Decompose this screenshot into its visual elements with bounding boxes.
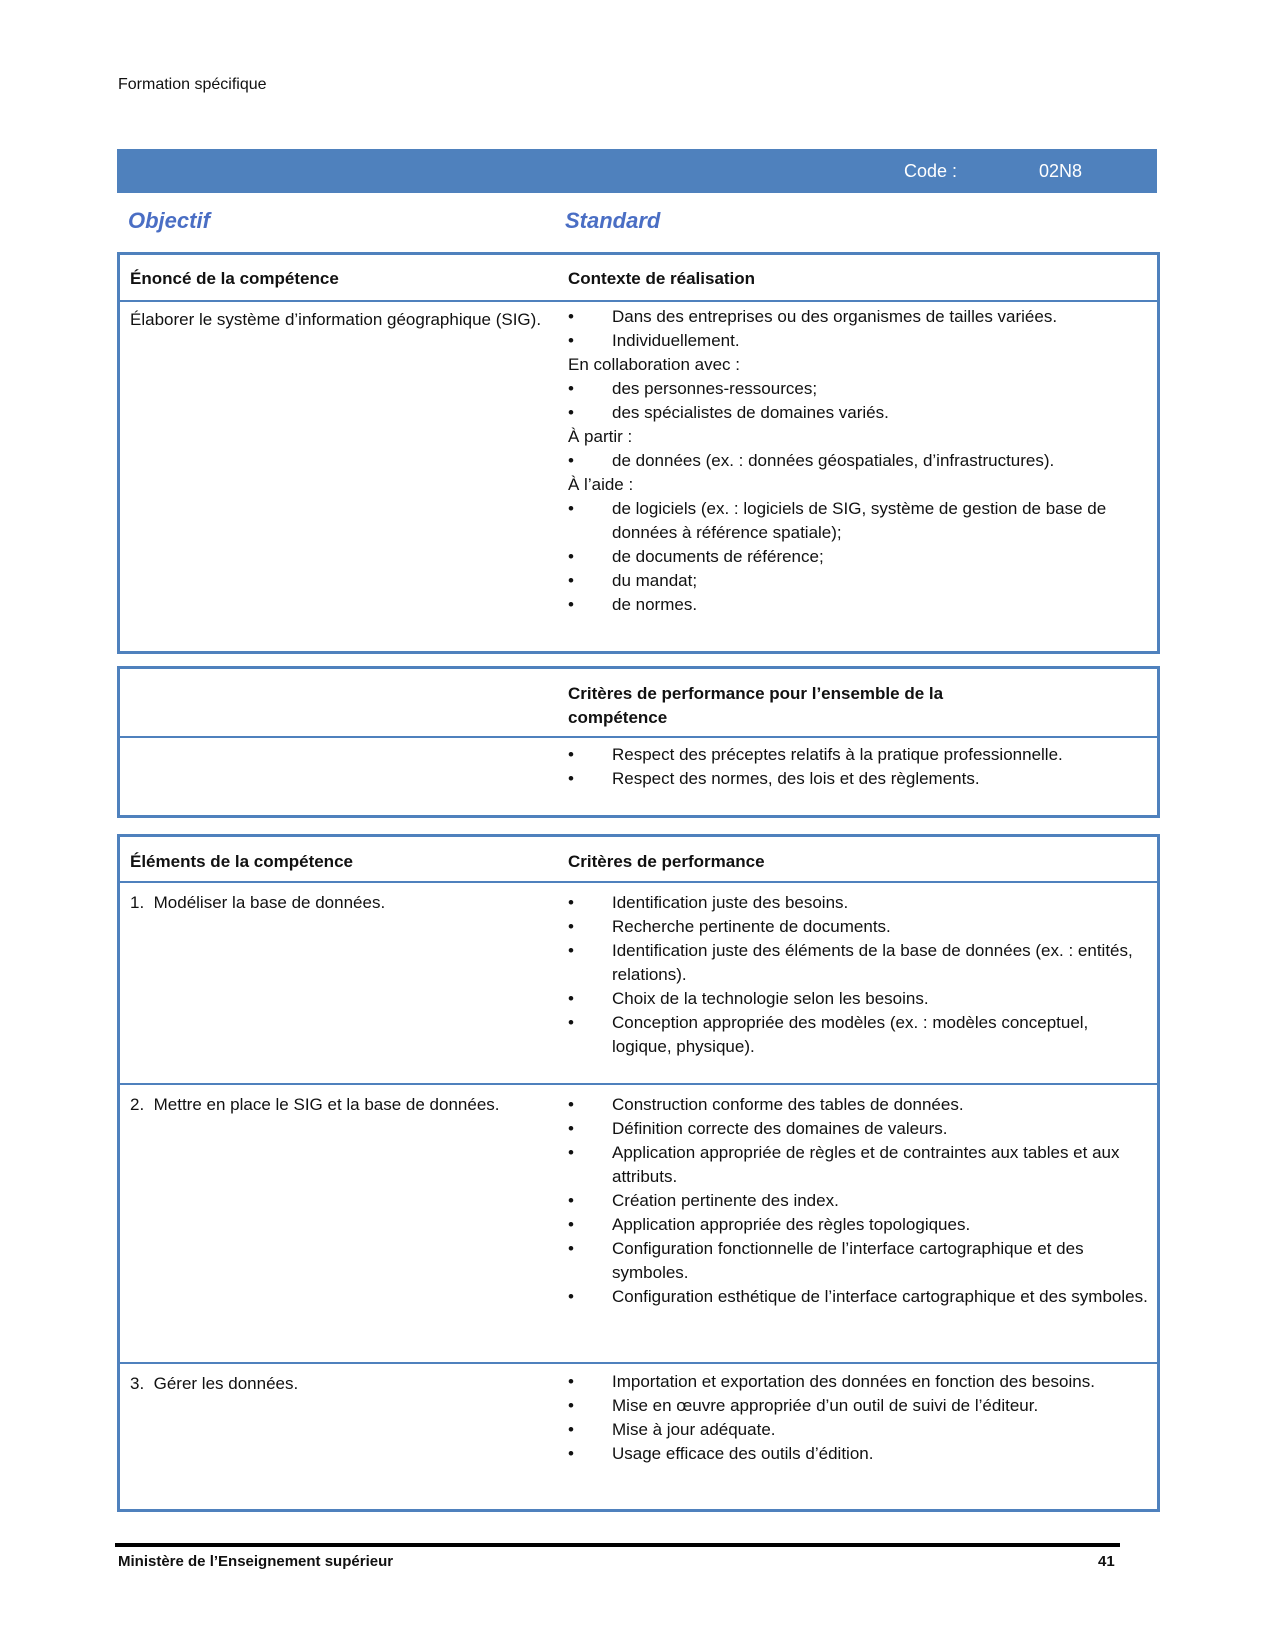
criteria-item: • Choix de la technologie selon les besoins.: [568, 987, 1148, 1011]
criteria-item: • Identification juste des besoins.: [568, 891, 1148, 915]
criteria-item: • Respect des préceptes relatifs à la pratique professionnelle.: [568, 743, 1148, 767]
overall-criteria-list: [568, 743, 1148, 791]
objective-heading: Objectif: [128, 208, 210, 233]
context-item: • des personnes-ressources;: [568, 377, 1148, 401]
header-divider: [120, 300, 1157, 302]
element-2-criteria: [568, 1093, 1148, 1309]
context-item: • Dans des entreprises ou des organismes de tailles variées.: [568, 305, 1148, 329]
criteria-item: • Configuration esthétique de l’interface cartographique et des symboles.: [568, 1285, 1148, 1309]
context-item: • de normes.: [568, 593, 1148, 617]
footer-ministry: Ministère de l’Enseignement supérieur: [118, 1553, 394, 1570]
code-value: 02N8: [1039, 161, 1083, 181]
element-1-label: 1. Modéliser la base de données.: [130, 893, 386, 912]
criteria-item: • Configuration fonctionnelle de l’interface cartographique et des symboles.: [568, 1237, 1148, 1285]
code-banner: [117, 149, 1157, 193]
criteria-item: • Usage efficace des outils d’édition.: [568, 1442, 1148, 1466]
element-3-criteria: [568, 1370, 1148, 1466]
header-divider: [120, 736, 1157, 738]
context-item: À l’aide :: [568, 475, 634, 494]
context-item: • de données (ex. : données géospatiales, d’infrastructures).: [568, 449, 1148, 473]
page-number: 41: [1098, 1553, 1115, 1570]
context-item: • du mandat;: [568, 569, 1148, 593]
context-heading: Contexte de réalisation: [568, 269, 756, 288]
criteria-item: • Construction conforme des tables de données.: [568, 1093, 1148, 1117]
criteria-item: • Mise à jour adéquate.: [568, 1418, 1148, 1442]
element-1-criteria: [568, 891, 1148, 1059]
criteria-item: • Définition correcte des domaines de valeurs.: [568, 1117, 1148, 1141]
element-3-label: 3. Gérer les données.: [130, 1374, 299, 1393]
elements-heading: Éléments de la compétence: [130, 852, 353, 871]
context-item: • des spécialistes de domaines variés.: [568, 401, 1148, 425]
criteria-item: • Application appropriée des règles topologiques.: [568, 1213, 1148, 1237]
competency-statement-box: [117, 252, 1160, 654]
criteria-item: • Conception appropriée des modèles (ex. : modèles conceptuel, logique, physique).: [568, 1011, 1148, 1059]
context-item: À partir :: [568, 427, 633, 446]
context-list: [568, 305, 1148, 617]
context-item: • de logiciels (ex. : logiciels de SIG, système de gestion de base de données à référence spatiale);: [568, 497, 1148, 545]
footer-divider: [115, 1543, 1120, 1547]
context-item: En collaboration avec :: [568, 355, 740, 374]
document-section-label: Formation spécifique: [118, 76, 267, 93]
overall-criteria-box: [117, 666, 1160, 818]
criteria-item: • Respect des normes, des lois et des règlements.: [568, 767, 1148, 791]
context-item: • de documents de référence;: [568, 545, 1148, 569]
element-2-label: 2. Mettre en place le SIG et la base de données.: [130, 1095, 500, 1114]
code-label: Code :: [904, 161, 958, 181]
criteria-item: • Application appropriée de règles et de contraintes aux tables et aux attributs.: [568, 1141, 1148, 1189]
criteria-item: • Importation et exportation des données en fonction des besoins.: [568, 1370, 1148, 1394]
overall-criteria-heading: Critères de performance pour l’ensemble de la compétence: [568, 684, 944, 727]
row-divider: [120, 1362, 1157, 1364]
criteria-item: • Identification juste des éléments de la base de données (ex. : entités, relations).: [568, 939, 1148, 987]
row-divider: [120, 1083, 1157, 1085]
standard-heading: Standard: [565, 208, 661, 233]
competency-statement: Élaborer le système d’information géographique (SIG).: [130, 310, 542, 329]
criteria-item: • Mise en œuvre appropriée d’un outil de suivi de l’éditeur.: [568, 1394, 1148, 1418]
criteria-item: • Création pertinente des index.: [568, 1189, 1148, 1213]
header-divider: [120, 881, 1157, 883]
criteria-item: • Recherche pertinente de documents.: [568, 915, 1148, 939]
statement-heading: Énoncé de la compétence: [130, 269, 339, 288]
performance-criteria-heading: Critères de performance: [568, 852, 765, 871]
elements-box: [117, 834, 1160, 1512]
context-item: • Individuellement.: [568, 329, 1148, 353]
